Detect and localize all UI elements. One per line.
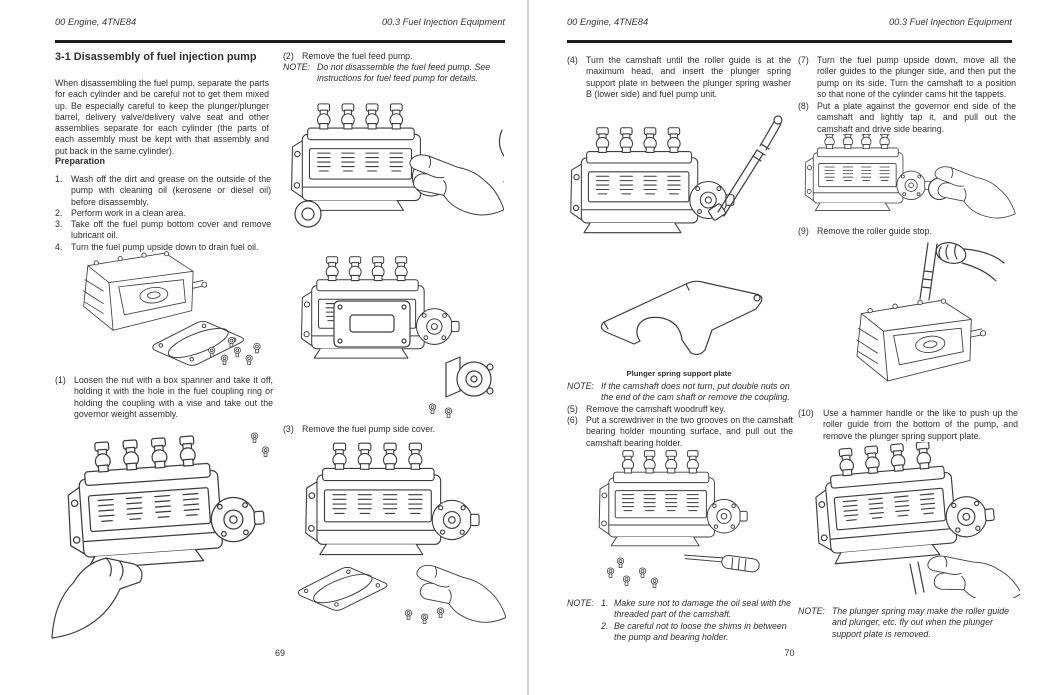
step-6: (6) Put a screwdriver in the two grooves on the camshaft bearing holder mounting surface, and pull out the camshaft bearing holder.: [567, 415, 793, 448]
page-number: 69: [274, 648, 285, 658]
figure-pump-side-view: [298, 255, 504, 423]
note-item: 1. Make sure not to damage the oil seal with the threaded part of the camshaft.: [601, 598, 792, 620]
list-item: 1. Wash off the dirt and grease on the outside of the pump with cleaning oil (kerosene or diesel oil) before disassembly.: [55, 174, 271, 207]
header-chapter: 00 Engine, 4TNE84: [567, 17, 649, 27]
note-item: 2. Be careful not to loose the shims in between the pump and bearing holder.: [601, 620, 787, 642]
list-item: 4. Turn the fuel pump upside down to drain fuel oil.: [55, 241, 259, 252]
intro-paragraph: When disassembling the fuel pump, separate the parts for each cylinder and be careful not to get them mixed up. Be especially careful to keep the plunger/plunger barrel, delivery valve/delivery valve seat and other assemblies separate for each cylinder (the parts of each assembly must be kept with that assembly and put back in the same cylinder).: [55, 78, 269, 156]
step-5: (5) Remove the camshaft woodruff key.: [567, 404, 726, 414]
note-label: NOTE:: [283, 62, 310, 72]
note-oil-seal: [567, 598, 797, 643]
step-8: (8) Put a plate against the governor end side of the camshaft and lightly tap it, and pull out the camshaft and drive side bearing.: [798, 101, 1016, 134]
figure-pump-bottom-cover-removed: [58, 248, 268, 372]
figure-pull-out-camshaft: [800, 134, 1018, 224]
note-feed-pump: NOTE: Do not disassemble the fuel feed pump. See instructions for fuel feed pump for details.: [283, 62, 491, 84]
step-1: (1) Loosen the nut with a box spanner and take it off, holding it with the hole in the fuel coupling ring or holding the coupling with a vise and take out the governor weight assembly.: [55, 375, 273, 419]
page-number: 70: [784, 648, 795, 658]
figure-remove-side-cover: [286, 441, 506, 625]
header-section: 00.3 Fuel Injection Equipment: [888, 17, 1012, 27]
step-2: (2) Remove the fuel feed pump.: [283, 51, 413, 61]
list-item: 3. Take off the fuel pump bottom cover and remove lubricant oil.: [55, 219, 271, 241]
preparation-heading: Preparation: [55, 156, 106, 166]
step-4: (4) Turn the camshaft until the roller guide is at the maximum head, and insert the plunger spring support plate in between the plunger spring washer B (lower side) and fuel pump unit.: [567, 55, 791, 99]
figure-loosen-coupling-nut: [50, 426, 275, 640]
figure-remove-feed-pump: [286, 94, 504, 254]
note-label: NOTE:: [798, 606, 825, 616]
figure-caption: Plunger spring support plate: [626, 369, 732, 378]
header-rule: [567, 40, 1012, 43]
figure-remove-bearing-holder: [590, 449, 775, 593]
page-header: [55, 17, 505, 27]
header-rule: [55, 40, 505, 43]
figure-plunger-spring-support-plate: [592, 264, 777, 364]
page-divider: [527, 0, 529, 695]
figure-remove-roller-guide-stop: [808, 237, 1013, 402]
list-item: 2. Perform work in a clean area.: [55, 207, 186, 218]
note-camshaft-turn: NOTE: If the camshaft does not turn, put double nuts on the end of the cam shaft or remove the coupling.: [567, 381, 790, 403]
note-label: NOTE:: [567, 381, 594, 391]
page-header: [567, 17, 1012, 27]
section-title: 3-1 Disassembly of fuel injection pump: [55, 51, 257, 63]
header-section: 00.3 Fuel Injection Equipment: [381, 17, 505, 27]
note-label: NOTE:: [567, 598, 594, 608]
header-chapter: 00 Engine, 4TNE84: [55, 17, 137, 27]
figure-push-up-roller-guide: [800, 442, 1020, 598]
figure-insert-support-plate: [567, 106, 787, 260]
step-9: (9) Remove the roller guide stop.: [798, 226, 932, 236]
preparation-list: [55, 174, 271, 253]
step-3: (3) Remove the fuel pump side cover.: [283, 424, 436, 434]
note-spring-fly-out: NOTE: The plunger spring may make the roller guide and plunger, etc. fly out when the plunger support plate is removed.: [798, 606, 1010, 639]
step-10: (10) Use a hammer handle or the like to push up the roller guide from the bottom of the pump, and remove the plunger spring support plate.: [798, 408, 1018, 441]
step-7: (7) Turn the fuel pump upside down, move all the roller guides to the plunger side, and then put the pump on its side. Turn the camshaft to a position so that none of the cylinder cams hit the tappets.: [798, 55, 1016, 99]
